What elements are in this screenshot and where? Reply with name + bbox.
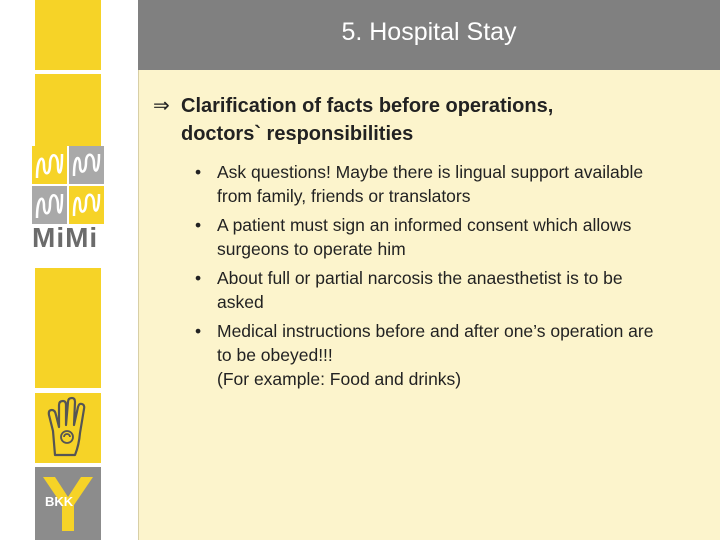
yellow-block-upper: [35, 74, 101, 146]
slide-content: [138, 70, 720, 540]
bullet-dot-icon: •: [195, 215, 202, 235]
yellow-block-top: [35, 0, 101, 70]
bkk-logo: [35, 467, 101, 540]
sidebar: [0, 0, 138, 540]
main-point-line2: doctors` responsibilities: [181, 123, 414, 145]
implies-arrow-icon: ⇒: [153, 95, 170, 117]
hand-spiral-icon: [35, 393, 101, 463]
mimi-figures-icon: [32, 146, 104, 224]
main-bullet-point: [153, 92, 713, 148]
bullet-dot-icon: •: [195, 162, 202, 182]
sub-bullet-list: [191, 160, 720, 396]
list-item: • Ask questions! Maybe there is lingual support available from family, friends or translators: [195, 162, 644, 206]
main-point-line1: Clarification of facts before operations,: [181, 95, 554, 117]
bullet-dot-icon: •: [195, 268, 202, 288]
list-item: • Medical instructions before and after one’s operation are to be obeyed!!! (For example: Food and drinks): [195, 321, 654, 389]
yellow-block-middle: [35, 268, 101, 388]
list-item: • A patient must sign an informed consent which allows surgeons to operate him: [195, 215, 632, 259]
bkk-logo-text: BKK: [45, 494, 74, 509]
slide-title: 5. Hospital Stay: [341, 18, 517, 46]
slide-header: [138, 0, 720, 70]
mimi-logo-text: MiMi: [32, 222, 99, 253]
hand-tile: [35, 393, 101, 463]
list-item: • About full or partial narcosis the anaesthetist is to be asked: [195, 268, 623, 312]
bullet-dot-icon: •: [195, 321, 202, 341]
